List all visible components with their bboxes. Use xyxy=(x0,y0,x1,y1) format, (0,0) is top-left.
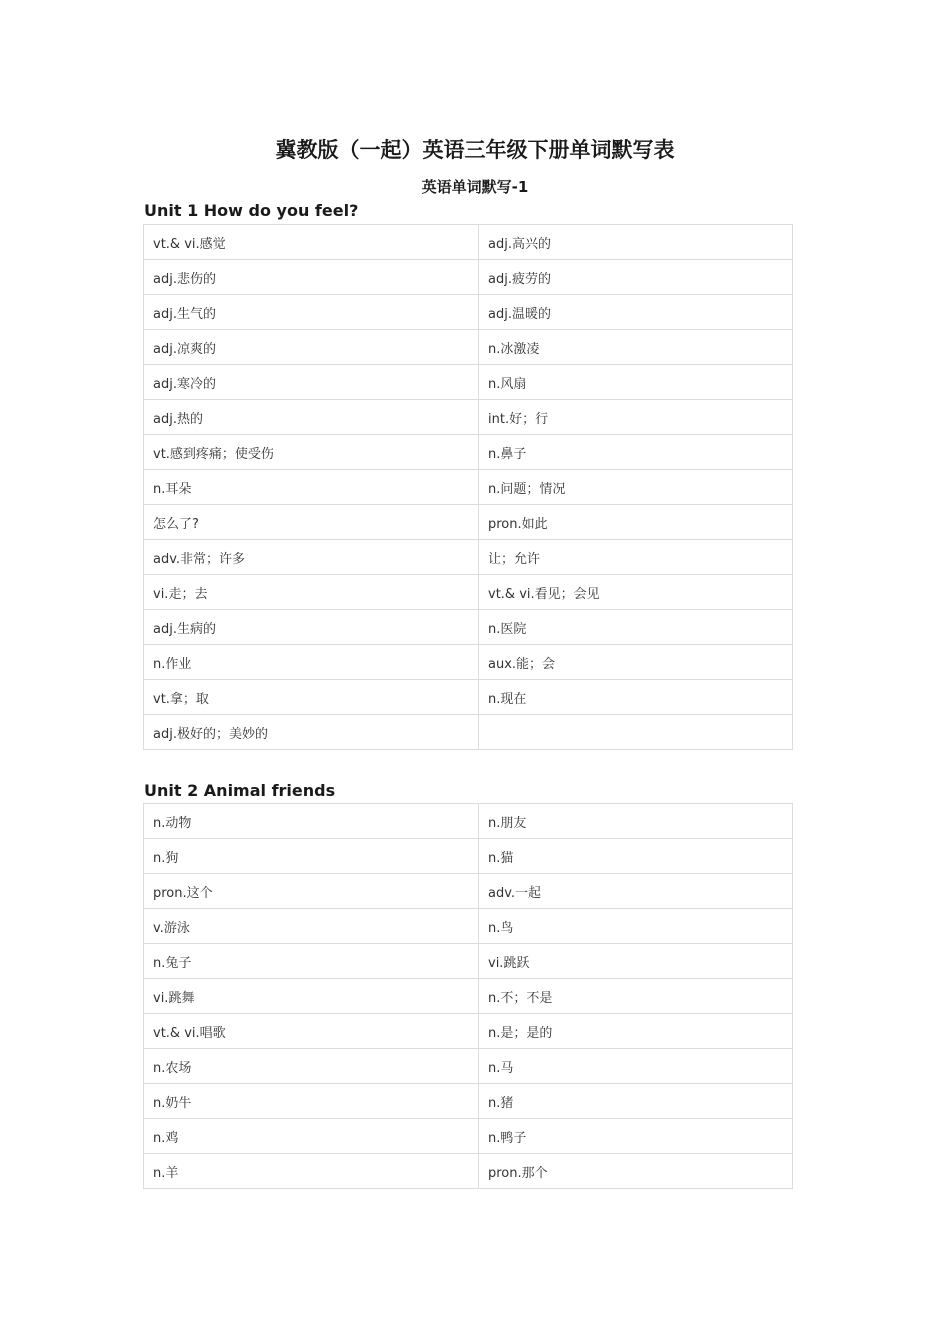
table-row xyxy=(144,330,793,365)
table-row xyxy=(144,1119,793,1154)
table-row xyxy=(144,435,793,470)
vocab-cell: n.猫 xyxy=(479,839,793,874)
vocab-cell: n.现在 xyxy=(479,680,793,715)
vocab-cell: n.医院 xyxy=(479,610,793,645)
vocab-cell: n.朋友 xyxy=(479,804,793,839)
vocab-cell: n.作业 xyxy=(144,645,479,680)
vocab-cell: n.农场 xyxy=(144,1049,479,1084)
table-row xyxy=(144,979,793,1014)
page-subtitle: 英语单词默写-1 xyxy=(421,178,529,196)
vocab-cell xyxy=(479,715,793,750)
vocab-cell: adj.温暖的 xyxy=(479,295,793,330)
table-row xyxy=(144,225,793,260)
vocab-cell: adj.寒冷的 xyxy=(144,365,479,400)
vocab-cell: n.问题；情况 xyxy=(479,470,793,505)
table-row xyxy=(144,804,793,839)
table-row xyxy=(144,874,793,909)
vocab-cell: n.鼻子 xyxy=(479,435,793,470)
table-row xyxy=(144,540,793,575)
vocab-cell: n.羊 xyxy=(144,1154,479,1189)
vocab-cell: n.狗 xyxy=(144,839,479,874)
vocab-cell: n.是；是的 xyxy=(479,1014,793,1049)
unit-1-heading: Unit 1 How do you feel? xyxy=(144,201,359,220)
vocab-cell: adj.凉爽的 xyxy=(144,330,479,365)
vocab-cell: aux.能；会 xyxy=(479,645,793,680)
vocab-cell: n.鸡 xyxy=(144,1119,479,1154)
page-title: 冀教版（一起）英语三年级下册单词默写表 xyxy=(275,138,675,162)
table-row xyxy=(144,680,793,715)
table-row xyxy=(144,839,793,874)
table-row xyxy=(144,365,793,400)
vocab-cell: adj.悲伤的 xyxy=(144,260,479,295)
table-row xyxy=(144,909,793,944)
vocab-cell: n.猪 xyxy=(479,1084,793,1119)
vocab-cell: vi.跳跃 xyxy=(479,944,793,979)
vocab-cell: n.兔子 xyxy=(144,944,479,979)
vocab-cell: adj.热的 xyxy=(144,400,479,435)
vocab-cell: n.鸭子 xyxy=(479,1119,793,1154)
vocab-cell: adj.生病的 xyxy=(144,610,479,645)
vocab-cell: int.好；行 xyxy=(479,400,793,435)
vocab-cell: vt.& vi.唱歌 xyxy=(144,1014,479,1049)
vocab-cell: vi.走；去 xyxy=(144,575,479,610)
table-row xyxy=(144,715,793,750)
vocab-cell: vt.感到疼痛；使受伤 xyxy=(144,435,479,470)
vocab-cell: vt.& vi.感觉 xyxy=(144,225,479,260)
table-row xyxy=(144,1014,793,1049)
vocab-cell: n.动物 xyxy=(144,804,479,839)
unit-1-table xyxy=(143,224,793,750)
vocab-cell: n.冰激凌 xyxy=(479,330,793,365)
vocab-cell: v.游泳 xyxy=(144,909,479,944)
vocab-cell: adv.一起 xyxy=(479,874,793,909)
table-row xyxy=(144,1084,793,1119)
table-row xyxy=(144,645,793,680)
vocab-cell: n.不；不是 xyxy=(479,979,793,1014)
vocab-cell: adj.生气的 xyxy=(144,295,479,330)
vocab-cell: 怎么了? xyxy=(144,505,479,540)
table-row xyxy=(144,1154,793,1189)
unit-2-heading: Unit 2 Animal friends xyxy=(144,781,336,800)
table-row xyxy=(144,295,793,330)
table-row xyxy=(144,470,793,505)
table-row xyxy=(144,575,793,610)
vocab-cell: n.鸟 xyxy=(479,909,793,944)
vocab-cell: vt.& vi.看见；会见 xyxy=(479,575,793,610)
vocab-cell: n.马 xyxy=(479,1049,793,1084)
vocab-cell: n.奶牛 xyxy=(144,1084,479,1119)
vocab-cell: vt.拿；取 xyxy=(144,680,479,715)
vocab-cell: adj.极好的；美妙的 xyxy=(144,715,479,750)
vocab-cell: adj.疲劳的 xyxy=(479,260,793,295)
vocab-cell: n.耳朵 xyxy=(144,470,479,505)
vocab-cell: vi.跳舞 xyxy=(144,979,479,1014)
table-row xyxy=(144,1049,793,1084)
table-row xyxy=(144,400,793,435)
vocab-cell: pron.这个 xyxy=(144,874,479,909)
table-row xyxy=(144,260,793,295)
table-row xyxy=(144,505,793,540)
table-row xyxy=(144,610,793,645)
vocab-cell: pron.如此 xyxy=(479,505,793,540)
vocab-cell: adj.高兴的 xyxy=(479,225,793,260)
vocab-cell: adv.非常；许多 xyxy=(144,540,479,575)
unit-2-table xyxy=(143,803,793,1189)
vocab-cell: pron.那个 xyxy=(479,1154,793,1189)
vocab-cell: n.风扇 xyxy=(479,365,793,400)
table-row xyxy=(144,944,793,979)
vocab-cell: 让；允许 xyxy=(479,540,793,575)
